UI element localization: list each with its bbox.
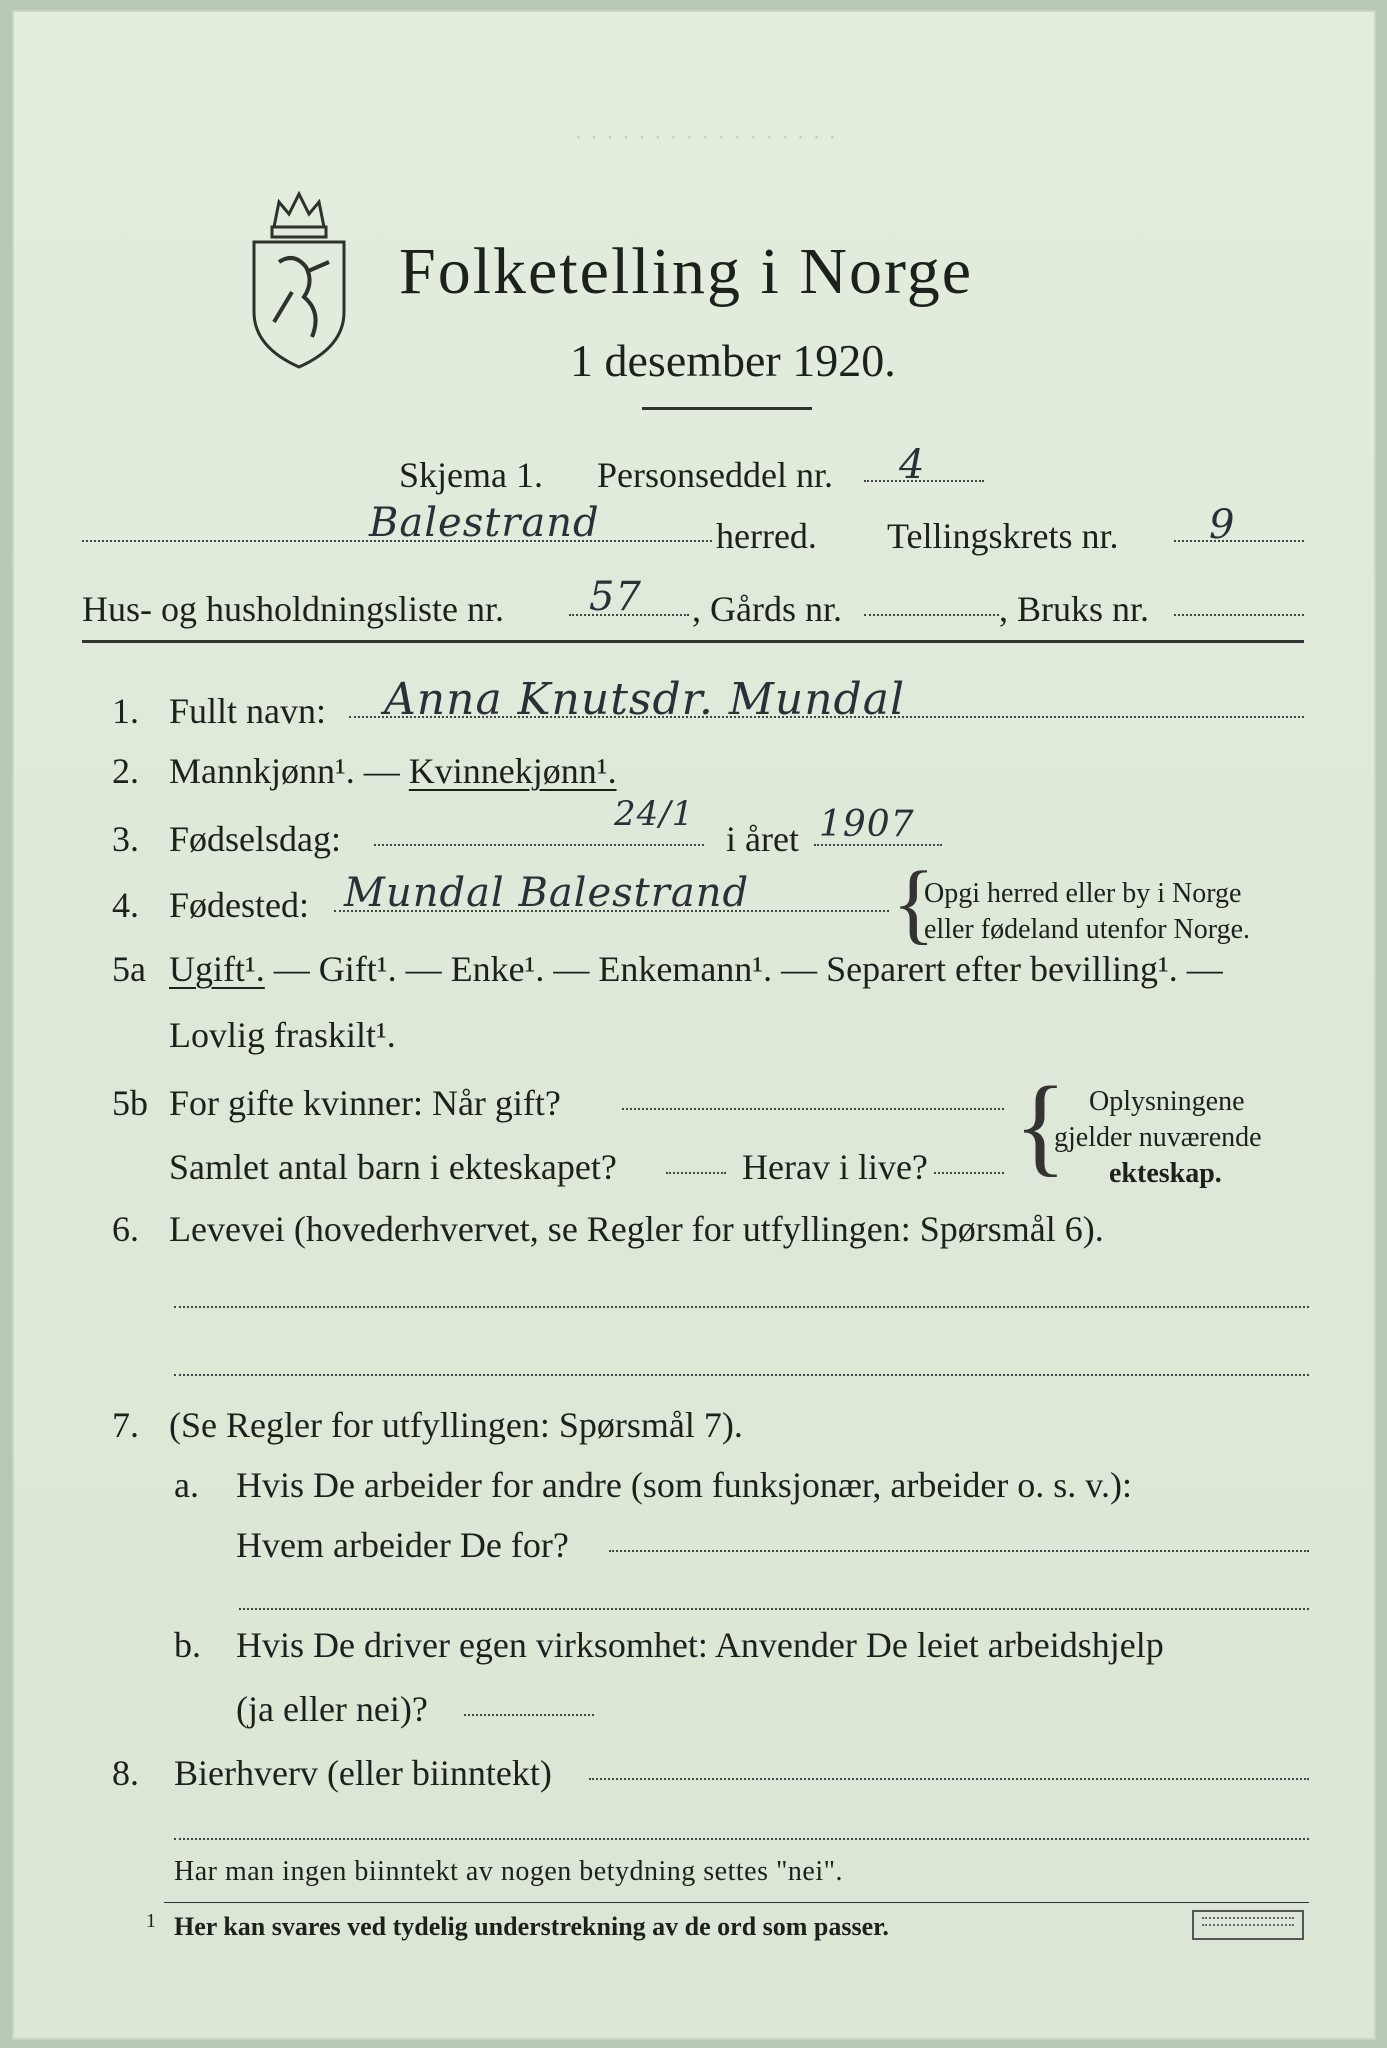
q7a-label: Hvis De arbeider for andre (som funksjonær, arbeider o. s. v.): [236, 1465, 1132, 1505]
bruks-line [1174, 614, 1304, 616]
q3-number: 3. [112, 819, 139, 859]
q6-line1 [174, 1306, 1309, 1308]
personseddel-label: Personseddel nr. [597, 455, 833, 495]
q1-number: 1. [112, 691, 139, 731]
q2-separator: — [354, 751, 409, 791]
q2-male-option: Mannkjønn¹. [169, 751, 355, 791]
herred-label: herred. [716, 516, 817, 556]
q5b-note-line1: Oplysningene [1089, 1086, 1245, 1117]
hus-label: Hus- og husholdningsliste nr. [82, 589, 505, 629]
printer-stamp [1192, 1910, 1304, 1940]
q3-year-label: i året [726, 819, 799, 859]
gards-line [864, 614, 999, 616]
gards-label: , Gårds nr. [692, 589, 842, 629]
q5b-live-line [934, 1172, 1004, 1174]
q5b-label: For gifte kvinner: Når gift? [169, 1083, 561, 1123]
q1-label: Fullt navn: [169, 691, 327, 731]
tellingskrets-label: Tellingskrets nr. [887, 516, 1119, 556]
q5b-note-line3: ekteskap. [1109, 1158, 1222, 1189]
hus-value: 57 [589, 574, 642, 620]
q5a-line [169, 948, 1223, 990]
q8-label: Bierhverv (eller biinntekt) [174, 1753, 552, 1793]
q5b-line2: Samlet antal barn i ekteskapet? [169, 1147, 617, 1187]
q7b-letter: b. [174, 1625, 201, 1665]
q8-line2 [174, 1838, 1309, 1840]
q2-number: 2. [112, 751, 139, 791]
coat-of-arms-icon [234, 172, 364, 372]
q8-number: 8. [112, 1753, 139, 1793]
q7a-letter: a. [174, 1465, 199, 1505]
census-date: 1 desember 1920. [570, 335, 896, 386]
q6-line2 [174, 1374, 1309, 1376]
q5b-children-line [666, 1172, 726, 1174]
q5b-note-line2: gjelder nuværende [1054, 1122, 1262, 1153]
q7b-answer-line [464, 1714, 594, 1716]
footnote-rule [164, 1902, 1309, 1903]
q7b-line2: (ja eller nei)? [236, 1689, 428, 1729]
census-form-sheet [14, 12, 1374, 2038]
footnote-marker: 1 [146, 1910, 156, 1932]
form-title: Folketelling i Norge [399, 235, 974, 308]
herred-value: Balestrand [369, 500, 600, 546]
q4-value: Mundal Balestrand [344, 870, 750, 916]
tellingskrets-line [1174, 540, 1304, 542]
q5b-live-label: Herav i live? [742, 1147, 928, 1187]
q8-line1 [589, 1778, 1309, 1780]
q3-label: Fødselsdag: [169, 819, 342, 859]
q8-note: Har man ingen biinntekt av nogen betydning settes "nei". [174, 1856, 844, 1887]
q5a-other-options: — Gift¹. — Enke¹. — Enkemann¹. — Separert efter bevilling¹. — [264, 949, 1223, 989]
q6-label: Levevei (hovederhvervet, se Regler for utfyllingen: Spørsmål 6). [169, 1209, 1104, 1249]
q7-label: (Se Regler for utfyllingen: Spørsmål 7). [169, 1405, 743, 1445]
personseddel-value: 4 [899, 442, 926, 488]
q1-value: Anna Knutsdr. Mundal [384, 674, 906, 725]
tellingskrets-value: 9 [1209, 502, 1236, 548]
q7a-employer-line [609, 1550, 1309, 1552]
bleed-through-text: · · · · · · · · · · · · · · · · · [574, 120, 837, 150]
q5a-line2: Lovlig fraskilt¹. [169, 1015, 396, 1055]
q5b-number: 5b [112, 1083, 148, 1123]
header-rule [82, 640, 1304, 643]
q7a-line2: Hvem arbeider De for? [236, 1525, 569, 1565]
q5a-ugift-option: Ugift¹. [169, 949, 265, 989]
q3-year-value: 1907 [819, 804, 915, 845]
q4-label: Fødested: [169, 885, 309, 925]
q4-note-line1: Opgi herred eller by i Norge [924, 878, 1242, 909]
schema-label: Skjema 1. [399, 455, 543, 495]
q5b-note-brace: { [1014, 1064, 1067, 1186]
q5b-married-line [622, 1108, 1004, 1110]
q4-note-brace: { [892, 854, 936, 953]
q3-line [374, 844, 704, 846]
q3-value: 24/1 [614, 794, 695, 834]
q7-number: 7. [112, 1405, 139, 1445]
q2-female-option: Kvinnekjønn¹. [408, 751, 617, 791]
q4-number: 4. [112, 885, 139, 925]
title-divider [642, 407, 812, 410]
q2-line [169, 750, 617, 792]
footnote-text: Her kan svares ved tydelig understrekning av de ord som passer. [174, 1912, 889, 1941]
q4-note-line2: eller fødeland utenfor Norge. [924, 914, 1251, 945]
q7a-extra-line [239, 1608, 1309, 1610]
q6-number: 6. [112, 1209, 139, 1249]
q7b-label: Hvis De driver egen virksomhet: Anvender De leiet arbeidshjelp [236, 1625, 1164, 1665]
q5a-number: 5a [112, 949, 146, 989]
bruks-label: , Bruks nr. [999, 589, 1150, 629]
